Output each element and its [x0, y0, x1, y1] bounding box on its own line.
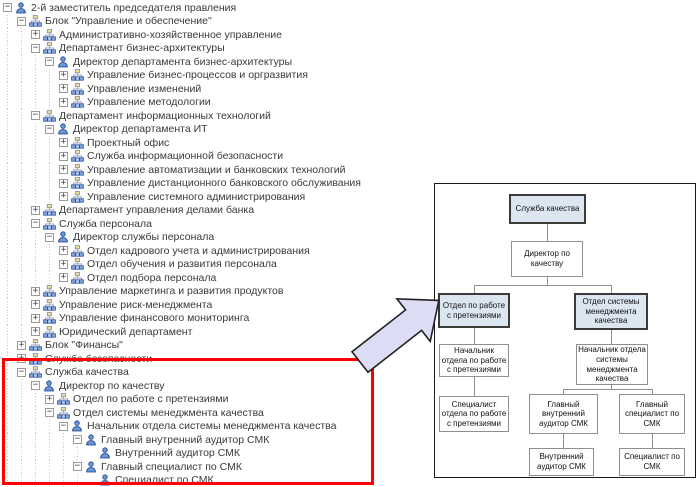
tree-item[interactable] [0, 271, 434, 285]
tree-item-label[interactable]: Департамент информационных технологий [59, 110, 271, 122]
org-unit-icon [71, 150, 84, 162]
tree-item[interactable] [0, 96, 434, 110]
org-unit-icon [43, 204, 56, 216]
expand-plus-icon[interactable]: + [59, 98, 68, 107]
collapse-minus-icon[interactable]: − [59, 422, 68, 431]
tree-item-label[interactable]: Внутренний аудитор СМК [115, 447, 240, 459]
tree-item[interactable] [0, 69, 434, 83]
tree-guide-line [3, 231, 17, 245]
tree-guide-line [3, 447, 17, 461]
tree-guide-line [45, 258, 59, 272]
tree-item-label[interactable]: Управление системного администрирования [87, 191, 305, 203]
tree-guide-line [3, 325, 17, 339]
tree-item-label[interactable]: Главный специалист по СМК [101, 461, 242, 473]
person-icon [15, 2, 28, 14]
tree-guide-line [17, 42, 31, 56]
orgchart-connector [563, 389, 652, 390]
org-unit-icon [71, 164, 84, 176]
tree-item-label[interactable]: Управление риск-менеджмента [59, 299, 212, 311]
tree-guide-line [3, 177, 17, 191]
tree-item[interactable] [0, 433, 434, 447]
collapse-minus-icon[interactable]: − [45, 125, 54, 134]
orgchart-connector [611, 285, 612, 293]
tree-item-label[interactable]: Директор по качеству [59, 380, 165, 392]
tree-item-label[interactable]: Служба персонала [59, 218, 152, 230]
collapse-minus-icon[interactable]: − [45, 408, 54, 417]
tree-guide-line [3, 433, 17, 447]
tree-item-label[interactable]: Служба информационной безопасности [87, 150, 283, 162]
tree-guide-line [17, 82, 31, 96]
person-icon [43, 380, 56, 392]
org-unit-icon [43, 29, 56, 41]
collapse-minus-icon[interactable]: − [17, 368, 26, 377]
tree-item[interactable] [0, 82, 434, 96]
tree-item-label[interactable]: Отдел подбора персонала [87, 272, 216, 284]
person-icon [85, 434, 98, 446]
org-unit-icon [43, 326, 56, 338]
collapse-minus-icon[interactable]: − [3, 3, 12, 12]
tree-item[interactable] [0, 258, 434, 272]
tree-item[interactable] [0, 474, 434, 487]
tree-guide-line [17, 136, 31, 150]
tree-guide-line [17, 177, 31, 191]
orgchart-connector [474, 285, 611, 286]
orgchart-node[interactable]: Отдел системы менеджмента качества [574, 293, 648, 330]
orgchart-node[interactable]: Служба качества [509, 194, 586, 224]
tree-guide-line [17, 312, 31, 326]
tree-guide-line [3, 460, 17, 474]
orgchart-node[interactable]: Начальник отдела системы менеджмента качества [576, 344, 648, 385]
tree-item[interactable] [0, 109, 434, 123]
tree-guide-line [17, 96, 31, 110]
expand-plus-icon[interactable]: + [59, 71, 68, 80]
tree-guide-line [45, 136, 59, 150]
tree-guide-line [31, 271, 45, 285]
tree-item-label[interactable]: Блок "Финансы" [45, 339, 123, 351]
orgchart-connector [547, 277, 548, 285]
tree-guide-line [3, 55, 17, 69]
tree-guide-line [3, 42, 17, 56]
orgchart-connector [474, 328, 475, 344]
tree-guide-line [17, 474, 31, 487]
tree-item[interactable] [0, 406, 434, 420]
tree-guide-line [31, 136, 45, 150]
tree-guide-line [31, 123, 45, 137]
tree-item-label[interactable]: Директор департамента бизнес-архитектуры [73, 56, 292, 68]
expand-plus-icon[interactable]: + [59, 138, 68, 147]
tree-guide-line [17, 447, 31, 461]
tree-guide-line [17, 420, 31, 434]
tree-guide-line [31, 447, 45, 461]
tree-guide-line [3, 244, 17, 258]
orgchart-node[interactable]: Внутренний аудитор СМК [529, 448, 594, 476]
org-unit-icon [29, 339, 42, 351]
org-unit-icon [71, 272, 84, 284]
tree-item-label[interactable]: Управление методологии [87, 96, 211, 108]
tree-item-label[interactable]: Департамент бизнес-архитектуры [59, 42, 225, 54]
tree-item[interactable] [0, 136, 434, 150]
expand-plus-icon[interactable]: + [59, 84, 68, 93]
tree-guide-line [45, 433, 59, 447]
org-unit-icon [57, 393, 70, 405]
tree-guide-line [3, 474, 17, 487]
tree-guide-line [3, 271, 17, 285]
tree-item-label[interactable]: Отдел по работе с претензиями [73, 393, 228, 405]
person-icon [57, 56, 70, 68]
orgchart-node[interactable]: Специалист по СМК [619, 448, 685, 476]
tree-guide-line [59, 447, 73, 461]
tree-guide-line [3, 96, 17, 110]
orgchart-panel [434, 183, 696, 478]
orgchart-node[interactable]: Директор по качеству [511, 241, 583, 277]
org-unit-icon [57, 407, 70, 419]
tree-item-label[interactable]: Управление финансового мониторинга [59, 312, 249, 324]
collapse-minus-icon[interactable]: − [31, 381, 40, 390]
collapse-minus-icon[interactable]: − [73, 462, 82, 471]
tree-guide-line [3, 285, 17, 299]
tree-item-label[interactable]: Директор службы персонала [73, 231, 214, 243]
tree-guide-line [17, 55, 31, 69]
orgchart-connector [652, 434, 653, 448]
org-unit-icon [43, 42, 56, 54]
tree-item-label[interactable]: Управление бизнес-процессов и оргразвития [87, 69, 308, 81]
tree-guide-line [45, 474, 59, 487]
tree-guide-line [17, 109, 31, 123]
tree-guide-line [45, 190, 59, 204]
expand-plus-icon[interactable]: + [31, 30, 40, 39]
tree-item-label[interactable]: Главный внутренний аудитор СМК [101, 434, 269, 446]
orgchart-connector [547, 224, 548, 241]
tree-guide-line [3, 150, 17, 164]
tree-item[interactable] [0, 393, 434, 407]
org-unit-icon [43, 312, 56, 324]
tree-guide-line [17, 325, 31, 339]
org-unit-icon [71, 83, 84, 95]
tree-guide-line [17, 69, 31, 83]
orgchart-connector [474, 285, 475, 293]
tree-guide-line [3, 406, 17, 420]
orgchart-node[interactable]: Начальник отдела по работе с претензиями [439, 344, 509, 377]
tree-item[interactable] [0, 42, 434, 56]
tree-item-label[interactable]: Управление автоматизации и банковских технологий [87, 164, 346, 176]
expand-plus-icon[interactable]: + [59, 165, 68, 174]
collapse-minus-icon[interactable]: − [31, 111, 40, 120]
tree-item[interactable] [0, 163, 434, 177]
tree-guide-line [17, 204, 31, 218]
tree-item[interactable] [0, 244, 434, 258]
tree-guide-line [17, 285, 31, 299]
tree-guide-line [3, 393, 17, 407]
collapse-minus-icon[interactable]: − [73, 435, 82, 444]
expand-plus-icon[interactable]: + [59, 192, 68, 201]
expand-plus-icon[interactable]: + [31, 206, 40, 215]
tree-guide-line [31, 460, 45, 474]
person-icon [57, 123, 70, 135]
orgchart-connector [611, 330, 612, 344]
tree-guide-line [31, 258, 45, 272]
tree-guide-line [45, 163, 59, 177]
person-icon [71, 420, 84, 432]
tree-guide-line [45, 150, 59, 164]
tree-guide-line [3, 82, 17, 96]
collapse-minus-icon[interactable]: − [45, 233, 54, 242]
tree-guide-line [59, 460, 73, 474]
tree-item[interactable] [0, 1, 434, 15]
expand-plus-icon[interactable]: + [31, 300, 40, 309]
tree-guide-line [59, 433, 73, 447]
tree-item-label[interactable]: Управление маркетинга и развития продуктов [59, 285, 283, 297]
tree-guide-line [31, 150, 45, 164]
tree-guide-line [45, 82, 59, 96]
expand-plus-icon[interactable]: + [59, 260, 68, 269]
person-icon [57, 231, 70, 243]
tree-guide-line [3, 69, 17, 83]
tree-guide-line [17, 393, 31, 407]
person-icon [99, 474, 112, 486]
tree-guide-line [3, 366, 17, 380]
tree-guide-line [17, 150, 31, 164]
tree-guide-line [17, 231, 31, 245]
org-unit-icon [71, 245, 84, 257]
tree-guide-line [45, 96, 59, 110]
tree-guide-line [3, 258, 17, 272]
tree-item[interactable] [0, 447, 434, 461]
tree-item-label[interactable]: Отдел системы менеджмента качества [73, 407, 264, 419]
tree-item-label[interactable]: Управление дистанционного банковского обслуживания [87, 177, 361, 189]
tree-item-label[interactable]: Блок "Управление и обеспечение" [45, 15, 212, 27]
tree-guide-line [3, 204, 17, 218]
tree-item-label[interactable]: Административно-хозяйственное управление [59, 29, 282, 41]
orgchart-node[interactable]: Главный внутренний аудитор СМК [529, 394, 598, 434]
tree-guide-line [45, 420, 59, 434]
tree-guide-line [3, 339, 17, 353]
tree-guide-line [3, 420, 17, 434]
tree-item-label[interactable]: Директор департамента ИТ [73, 123, 208, 135]
tree-guide-line [3, 123, 17, 137]
tree-guide-line [3, 163, 17, 177]
tree-item-label[interactable]: 2-й заместитель председателя правления [31, 2, 236, 14]
tree-guide-line [45, 447, 59, 461]
orgchart-connector [563, 434, 564, 448]
collapse-minus-icon[interactable]: − [31, 44, 40, 53]
tree-guide-line [17, 163, 31, 177]
org-unit-icon [71, 69, 84, 81]
tree-item-label[interactable]: Специалист по СМК [115, 474, 214, 486]
org-unit-icon [71, 137, 84, 149]
collapse-minus-icon[interactable]: − [17, 17, 26, 26]
tree-guide-line [17, 379, 31, 393]
org-unit-icon [29, 353, 42, 365]
tree-item[interactable] [0, 217, 434, 231]
tree-guide-line [45, 244, 59, 258]
tree-guide-line [3, 109, 17, 123]
expand-plus-icon[interactable]: + [59, 179, 68, 188]
orgchart-node[interactable]: Главный специалист по СМК [619, 394, 685, 434]
tree-guide-line [3, 352, 17, 366]
tree-item-label[interactable]: Департамент управления делами банка [59, 204, 254, 216]
tree-item-label[interactable]: Юридический департамент [59, 326, 192, 338]
org-unit-icon [43, 110, 56, 122]
tree-item[interactable] [0, 55, 434, 69]
tree-guide-line [31, 163, 45, 177]
tree-guide-line [31, 96, 45, 110]
tree-guide-line [17, 190, 31, 204]
expand-plus-icon[interactable]: + [45, 395, 54, 404]
tree-guide-line [31, 474, 45, 487]
person-icon [85, 461, 98, 473]
org-unit-icon [71, 177, 84, 189]
tree-guide-line [31, 69, 45, 83]
tree-guide-line [3, 15, 17, 29]
tree-guide-line [17, 460, 31, 474]
tree-guide-line [45, 460, 59, 474]
tree-item[interactable] [0, 231, 434, 245]
org-unit-icon [43, 218, 56, 230]
tree-item[interactable] [0, 460, 434, 474]
tree-guide-line [31, 420, 45, 434]
tree-guide-line [3, 298, 17, 312]
tree-guide-line [31, 406, 45, 420]
tree-guide-line [31, 433, 45, 447]
tree-item-label[interactable]: Отдел обучения и развития персонала [87, 258, 277, 270]
tree-guide-line [31, 231, 45, 245]
tree-item-label[interactable]: Служба качества [45, 366, 129, 378]
collapse-minus-icon[interactable]: − [45, 57, 54, 66]
expand-plus-icon[interactable]: + [59, 152, 68, 161]
callout-arrow-icon [350, 296, 450, 382]
tree-item[interactable] [0, 190, 434, 204]
tree-item-label[interactable]: Проектный офис [87, 137, 169, 149]
tree-guide-line [3, 217, 17, 231]
org-unit-icon [43, 299, 56, 311]
tree-item-label[interactable]: Начальник отдела системы менеджмента качества [87, 420, 336, 432]
org-unit-icon [71, 96, 84, 108]
tree-guide-line [45, 69, 59, 83]
tree-guide-line [31, 190, 45, 204]
expand-plus-icon[interactable]: + [31, 287, 40, 296]
tree-guide-line [17, 244, 31, 258]
expand-plus-icon[interactable]: + [59, 273, 68, 282]
orgchart-node[interactable]: Специалист отдела по работе с претензиями [439, 396, 509, 432]
tree-guide-line [17, 28, 31, 42]
expand-plus-icon[interactable]: + [17, 341, 26, 350]
org-unit-icon [43, 285, 56, 297]
org-unit-icon [29, 366, 42, 378]
tree-guide-line [17, 123, 31, 137]
tree-item-label[interactable]: Служба безопасности [45, 353, 152, 365]
tree-item[interactable] [0, 123, 434, 137]
tree-guide-line [73, 447, 87, 461]
collapse-minus-icon[interactable]: − [31, 219, 40, 228]
expand-plus-icon[interactable]: + [17, 354, 26, 363]
orgchart-node[interactable]: Отдел по работе с претензиями [438, 293, 510, 328]
tree-guide-line [17, 406, 31, 420]
tree-item[interactable] [0, 15, 434, 29]
expand-plus-icon[interactable]: + [31, 314, 40, 323]
tree-guide-line [45, 271, 59, 285]
org-tree-panel [0, 1, 434, 487]
tree-guide-line [45, 177, 59, 191]
org-unit-icon [71, 191, 84, 203]
person-icon [99, 447, 112, 459]
orgchart-connector [474, 377, 475, 396]
tree-item-label[interactable]: Управление изменений [87, 83, 201, 95]
tree-item-label[interactable]: Отдел кадрового учета и администрирования [87, 245, 310, 257]
tree-guide-line [17, 433, 31, 447]
tree-guide-line [31, 244, 45, 258]
tree-guide-line [3, 379, 17, 393]
tree-guide-line [31, 55, 45, 69]
tree-guide-line [3, 28, 17, 42]
tree-guide-line [17, 298, 31, 312]
tree-guide-line [17, 271, 31, 285]
tree-guide-line [3, 190, 17, 204]
tree-guide-line [31, 393, 45, 407]
tree-item[interactable] [0, 420, 434, 434]
tree-item[interactable] [0, 204, 434, 218]
tree-item[interactable] [0, 28, 434, 42]
tree-guide-line [3, 312, 17, 326]
tree-guide-line [59, 474, 73, 487]
expand-plus-icon[interactable]: + [59, 246, 68, 255]
tree-guide-line [31, 177, 45, 191]
tree-guide-line [31, 82, 45, 96]
tree-guide-line [17, 258, 31, 272]
tree-item[interactable] [0, 177, 434, 191]
org-unit-icon [29, 15, 42, 27]
tree-guide-line [3, 136, 17, 150]
expand-plus-icon[interactable]: + [31, 327, 40, 336]
org-unit-icon [71, 258, 84, 270]
tree-guide-line [17, 217, 31, 231]
tree-item[interactable] [0, 150, 434, 164]
tree-guide-line [73, 474, 87, 487]
